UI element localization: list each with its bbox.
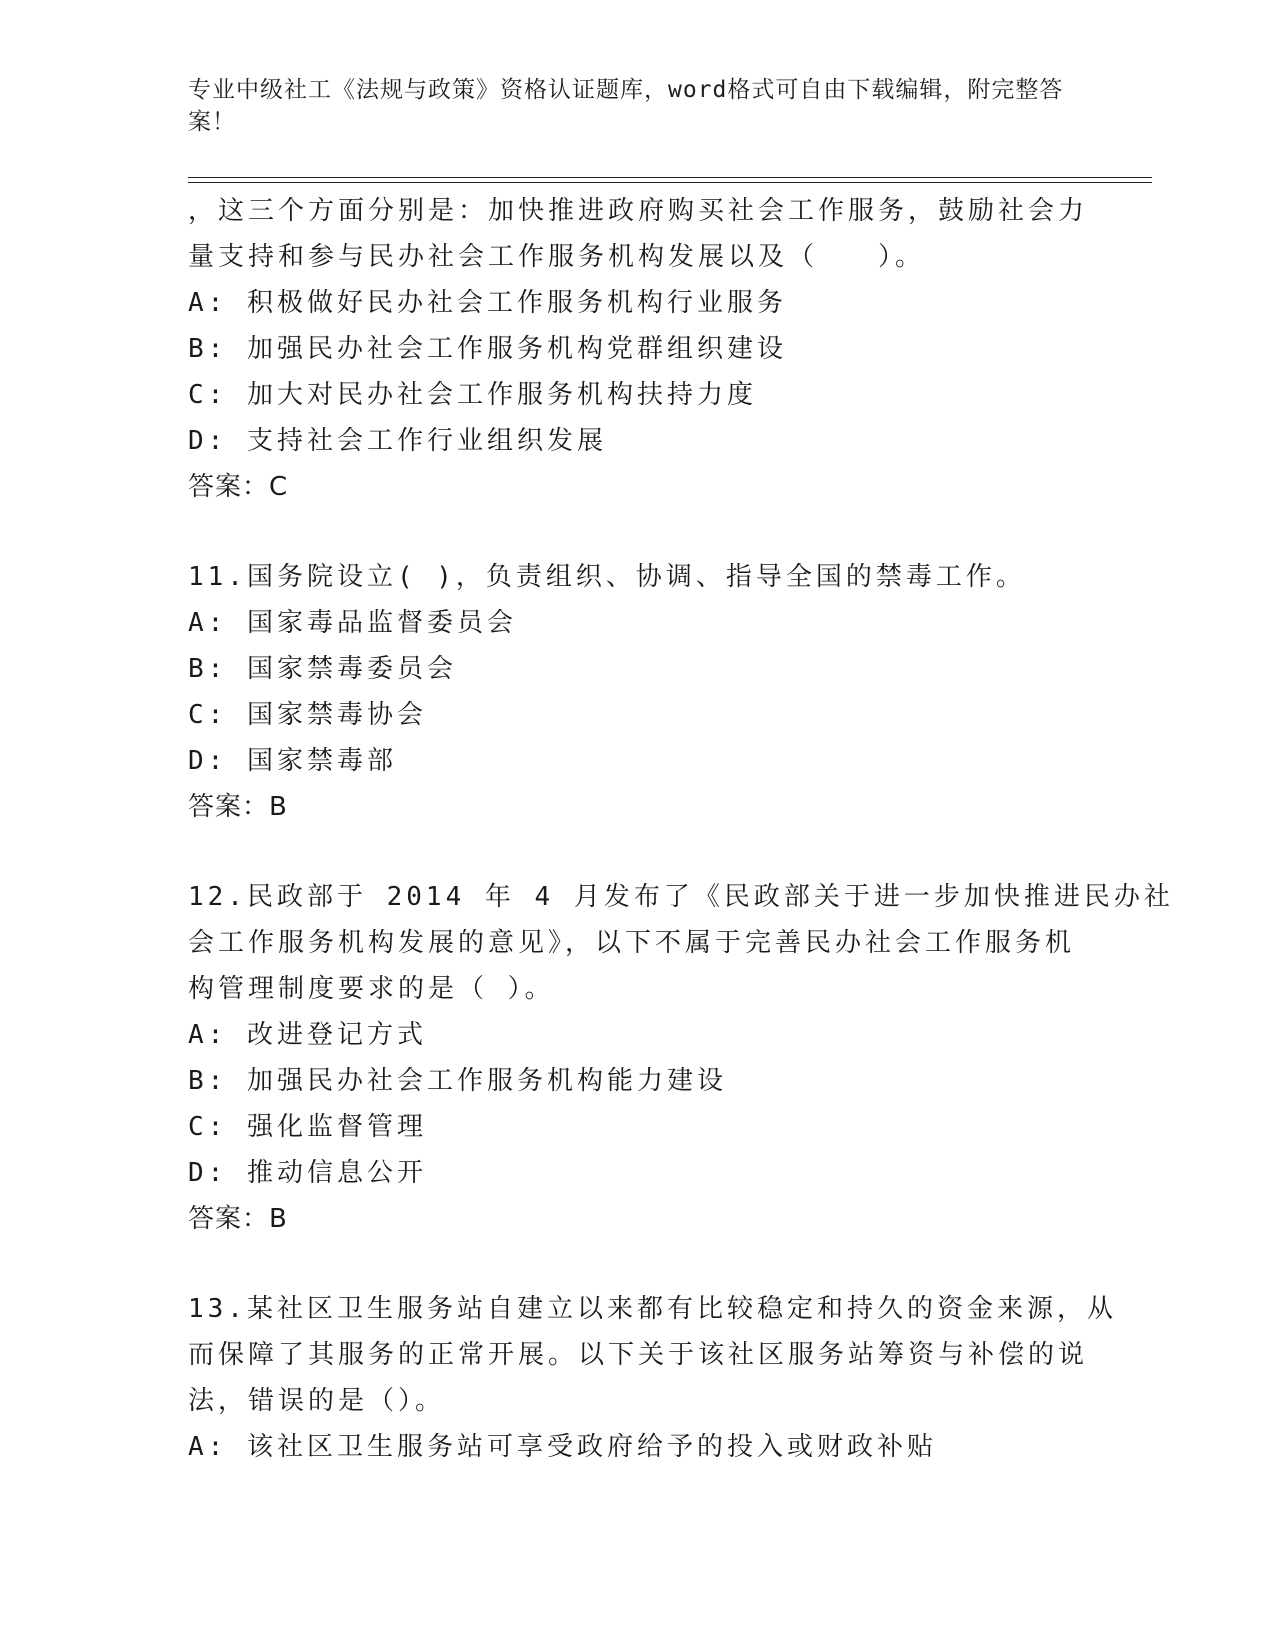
question-13 xyxy=(188,1286,1117,1470)
header-rule-bottom xyxy=(188,182,1152,183)
question-stem-line: 13.某社区卫生服务站自建立以来都有比较稳定和持久的资金来源，从 xyxy=(188,1294,1117,1324)
question-11 xyxy=(188,554,1088,830)
option-d: D: 国家禁毒部 xyxy=(188,746,397,776)
question-stem-line: 而保障了其服务的正常开展。以下关于该社区服务站筹资与补偿的说 xyxy=(188,1340,1089,1370)
answer-line: 答案：C xyxy=(188,472,289,502)
option-c: C: 强化监督管理 xyxy=(188,1112,427,1142)
option-a: A: 国家毒品监督委员会 xyxy=(188,608,517,638)
question-stem-line: 会工作服务机构发展的意见》，以下不属于完善民办社会工作服务机 xyxy=(188,928,1076,958)
option-c: C: 加大对民办社会工作服务机构扶持力度 xyxy=(188,380,757,410)
spacer xyxy=(188,510,1088,554)
question-10 xyxy=(188,188,1088,510)
answer-line: 答案：B xyxy=(188,1204,288,1234)
header-rule-top xyxy=(188,177,1152,178)
question-content xyxy=(188,188,1174,1470)
question-stem-line: 构管理制度要求的是（ ）。 xyxy=(188,974,555,1004)
answer-line: 答案：B xyxy=(188,792,288,822)
option-c: C: 国家禁毒协会 xyxy=(188,700,427,730)
option-a: A: 改进登记方式 xyxy=(188,1020,427,1050)
option-b: B: 加强民办社会工作服务机构党群组织建设 xyxy=(188,334,787,364)
spacer xyxy=(188,1242,1088,1286)
spacer xyxy=(188,830,1088,874)
page-header-title: 专业中级社工《法规与政策》资格认证题库，word格式可自由下载编辑，附完整答案！ xyxy=(188,77,1064,135)
option-a: A: 该社区卫生服务站可享受政府给予的投入或财政补贴 xyxy=(188,1432,937,1462)
question-stem-line: ，这三个方面分别是：加快推进政府购买社会工作服务，鼓励社会力 xyxy=(188,196,1089,226)
question-stem-line: 法，错误的是（）。 xyxy=(188,1386,446,1416)
question-stem-line: 量支持和参与民办社会工作服务机构发展以及（ ）。 xyxy=(188,242,926,272)
option-a: A: 积极做好民办社会工作服务机构行业服务 xyxy=(188,288,787,318)
option-d: D: 推动信息公开 xyxy=(188,1158,427,1188)
question-stem-line: 12.民政部于 2014 年 4 月发布了《民政部关于进一步加快推进民办社 xyxy=(188,882,1174,912)
question-stem-line: 11.国务院设立( )，负责组织、协调、指导全国的禁毒工作。 xyxy=(188,562,1026,592)
option-b: B: 国家禁毒委员会 xyxy=(188,654,457,684)
option-d: D: 支持社会工作行业组织发展 xyxy=(188,426,607,456)
option-b: B: 加强民办社会工作服务机构能力建设 xyxy=(188,1066,727,1096)
question-12 xyxy=(188,874,1174,1242)
